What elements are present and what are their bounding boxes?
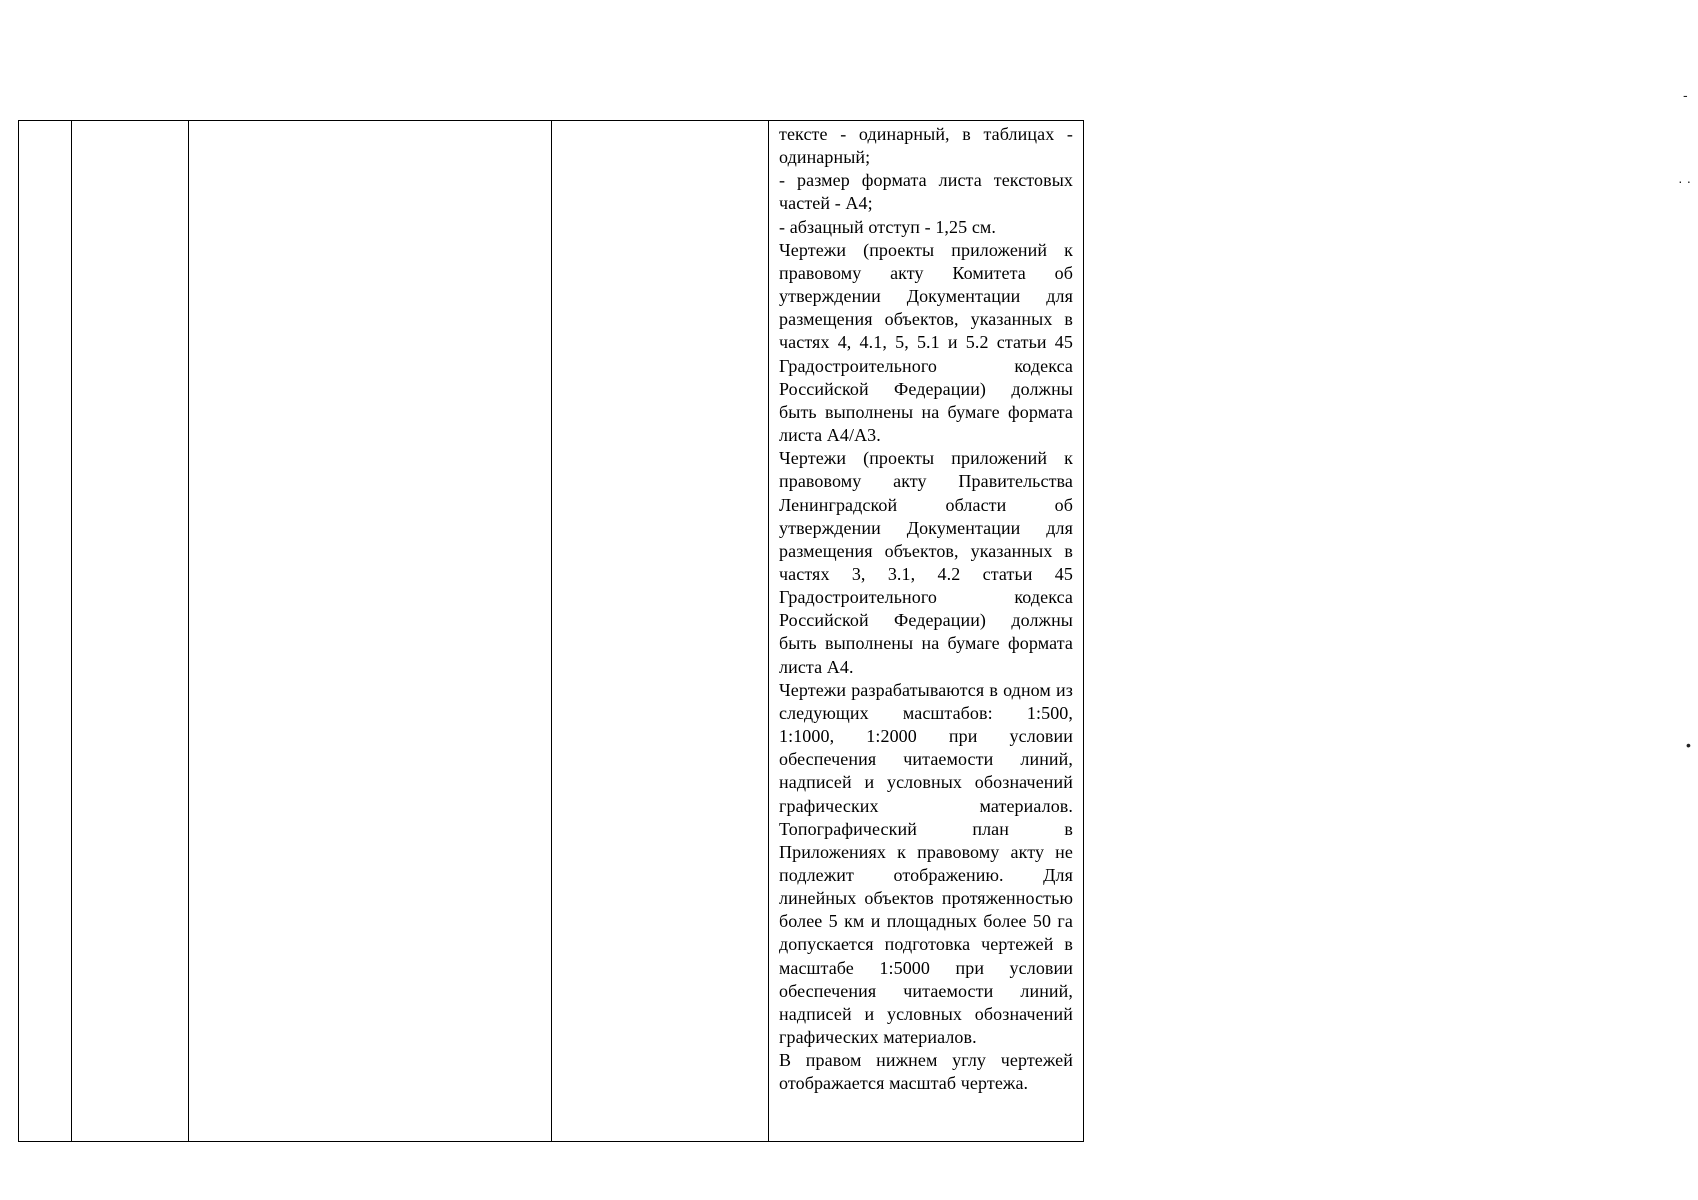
table-cell-code xyxy=(72,121,189,1142)
paragraph-drawing-scales: Чертежи разрабатываются в одном из следующих масштабов: 1:500, 1:1000, 1:2000 при условии обеспечения читаемости линий, надписей и условных обозначений графических материалов. Топографический план в Приложениях к правовому акту не подлежит отображению. Для линейных объектов протяженностью более 5 км и площадных более 50 га допускается подготовка чертежей в масштабе 1:5000 при условии обеспечения читаемости линий, надписей и условных обозначений графических материалов. xyxy=(779,679,1073,1048)
paragraph-scale-placement: В правом нижнем углу чертежей отображается масштаб чертежа. xyxy=(779,1050,1073,1094)
edge-dash-mark: - xyxy=(1683,87,1688,103)
edge-dots-mark: · · xyxy=(1678,173,1692,189)
table-cell-number xyxy=(19,121,72,1142)
paragraph-indent: - абзацный отступ - 1,25 см. xyxy=(779,216,997,237)
edge-dot-mark: • xyxy=(1686,737,1691,753)
table-row xyxy=(19,121,1084,1142)
table-cell-requirements xyxy=(769,121,1084,1142)
paragraph-sheet-format: - размер формата листа текстовых частей - А4; xyxy=(779,170,1073,214)
paragraph-drawings-government: Чертежи (проекты приложений к правовому акту Правительства Ленинградской области об утверждении Документации для размещения объектов, указанных в частях 3, 3.1, 4.2 статьи 45 Градостроительного кодекса Российской Федерации) должны быть выполнены на бумаге формата листа А4. xyxy=(779,448,1073,677)
requirements-table xyxy=(18,120,1084,1142)
table-cell-stage xyxy=(552,121,769,1142)
paragraph-spacing: тексте - одинарный, в таблицах - одинарный; xyxy=(779,124,1073,168)
table-cell-name xyxy=(189,121,552,1142)
requirements-text xyxy=(769,121,1083,1096)
paragraph-drawings-committee: Чертежи (проекты приложений к правовому акту Комитета об утверждении Документации для размещения объектов, указанных в частях 4, 4.1, 5, 5.1 и 5.2 статьи 45 Градостроительного кодекса Российской Федерации) должны быть выполнены на бумаге формата листа А4/А3. xyxy=(779,239,1073,446)
